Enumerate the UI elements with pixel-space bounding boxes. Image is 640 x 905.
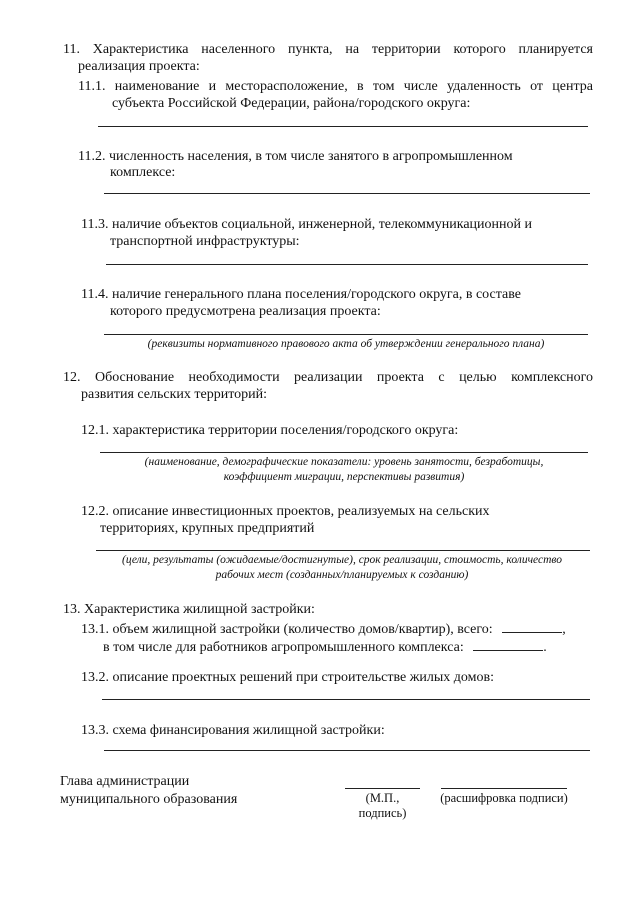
item-11-3-fill-line[interactable] [106,264,588,265]
item-13-1-text: 13.1. объем жилищной застройки (количество домов/квартир), всего: [81,622,493,637]
item-11-4-label: 11.4. наличие генерального плана поселения/городского округа, в составе [81,287,521,302]
item-11-1-label-cont: субъекта Российской Федерации, района/городского округа: [112,96,471,111]
item-11-2-label: 11.2. численность населения, в том числе занятого в агропромышленном [78,149,513,164]
item-12-2-fill-line[interactable] [96,550,590,551]
signature-role-line2: муниципального образования [60,792,238,807]
item-11-2-label-cont: комплексе: [110,165,176,180]
section-12-title: 12. Обоснование необходимости реализации проекта с целью комплексного [63,370,593,385]
section-11-title: 11. Характеристика населенного пункта, на территории которого планируется [63,42,593,57]
item-12-2-label: 12.2. описание инвестиционных проектов, реализуемых на сельских [81,504,490,519]
signature-field-line[interactable] [345,788,420,789]
item-11-4-caption: (реквизиты нормативного правового акта об утверждении генерального плана) [147,338,545,350]
item-12-2-label-cont: территориях, крупных предприятий [100,521,315,536]
item-11-2-fill-line[interactable] [104,193,590,194]
item-13-1-period: . [543,640,547,655]
item-13-1-agro-text: в том числе для работников агропромышленного комплекса: [103,640,464,655]
item-13-1-total-field[interactable] [502,618,562,633]
item-11-4-label-cont: которого предусмотрена реализация проекта: [110,304,381,319]
signature-role-line1: Глава администрации [60,774,190,789]
item-13-2-label: 13.2. описание проектных решений при строительстве жилых домов: [81,670,495,685]
item-13-3-label: 13.3. схема финансирования жилищной застройки: [81,723,385,738]
item-13-1-label [81,618,566,638]
item-12-2-caption-line1: (цели, результаты (ожидаемые/достигнутые), срок реализации, стоимость, количество [121,554,563,566]
item-13-1-comma: , [562,622,566,637]
signature-decode-line[interactable] [441,788,567,789]
item-11-3-label: 11.3. наличие объектов социальной, инженерной, телекоммуникационной и [81,217,533,232]
item-11-1-fill-line[interactable] [98,126,588,127]
item-11-3-label-cont: транспортной инфраструктуры: [110,234,300,249]
section-12-title-cont: развития сельских территорий: [81,387,268,402]
item-12-2-caption-line2: рабочих мест (созданных/планируемых к созданию) [215,569,469,581]
item-13-2-fill-line[interactable] [102,699,590,700]
signature-decode-caption: (расшифровка подписи) [440,791,568,805]
item-11-1-label: 11.1. наименование и месторасположение, в том числе удаленность от центра [78,79,593,94]
signature-mp-caption-line2: подпись) [358,806,407,820]
item-11-4-fill-line[interactable] [104,334,588,335]
item-12-1-label: 12.1. характеристика территории поселения/городского округа: [81,423,459,438]
item-12-1-fill-line[interactable] [100,452,588,453]
item-13-3-fill-line[interactable] [104,750,590,751]
section-11-title-cont: реализация проекта: [78,59,200,74]
item-12-1-caption-line1: (наименование, демографические показатели: уровень занятости, безработицы, [144,456,544,468]
signature-mp-caption-line1: (М.П., [365,791,400,805]
section-13-title: 13. Характеристика жилищной застройки: [63,602,315,617]
item-12-1-caption-line2: коэффициент миграции, перспективы развития) [223,471,465,483]
item-13-1-agro-field[interactable] [473,636,543,651]
item-13-1-label-cont [103,636,547,656]
